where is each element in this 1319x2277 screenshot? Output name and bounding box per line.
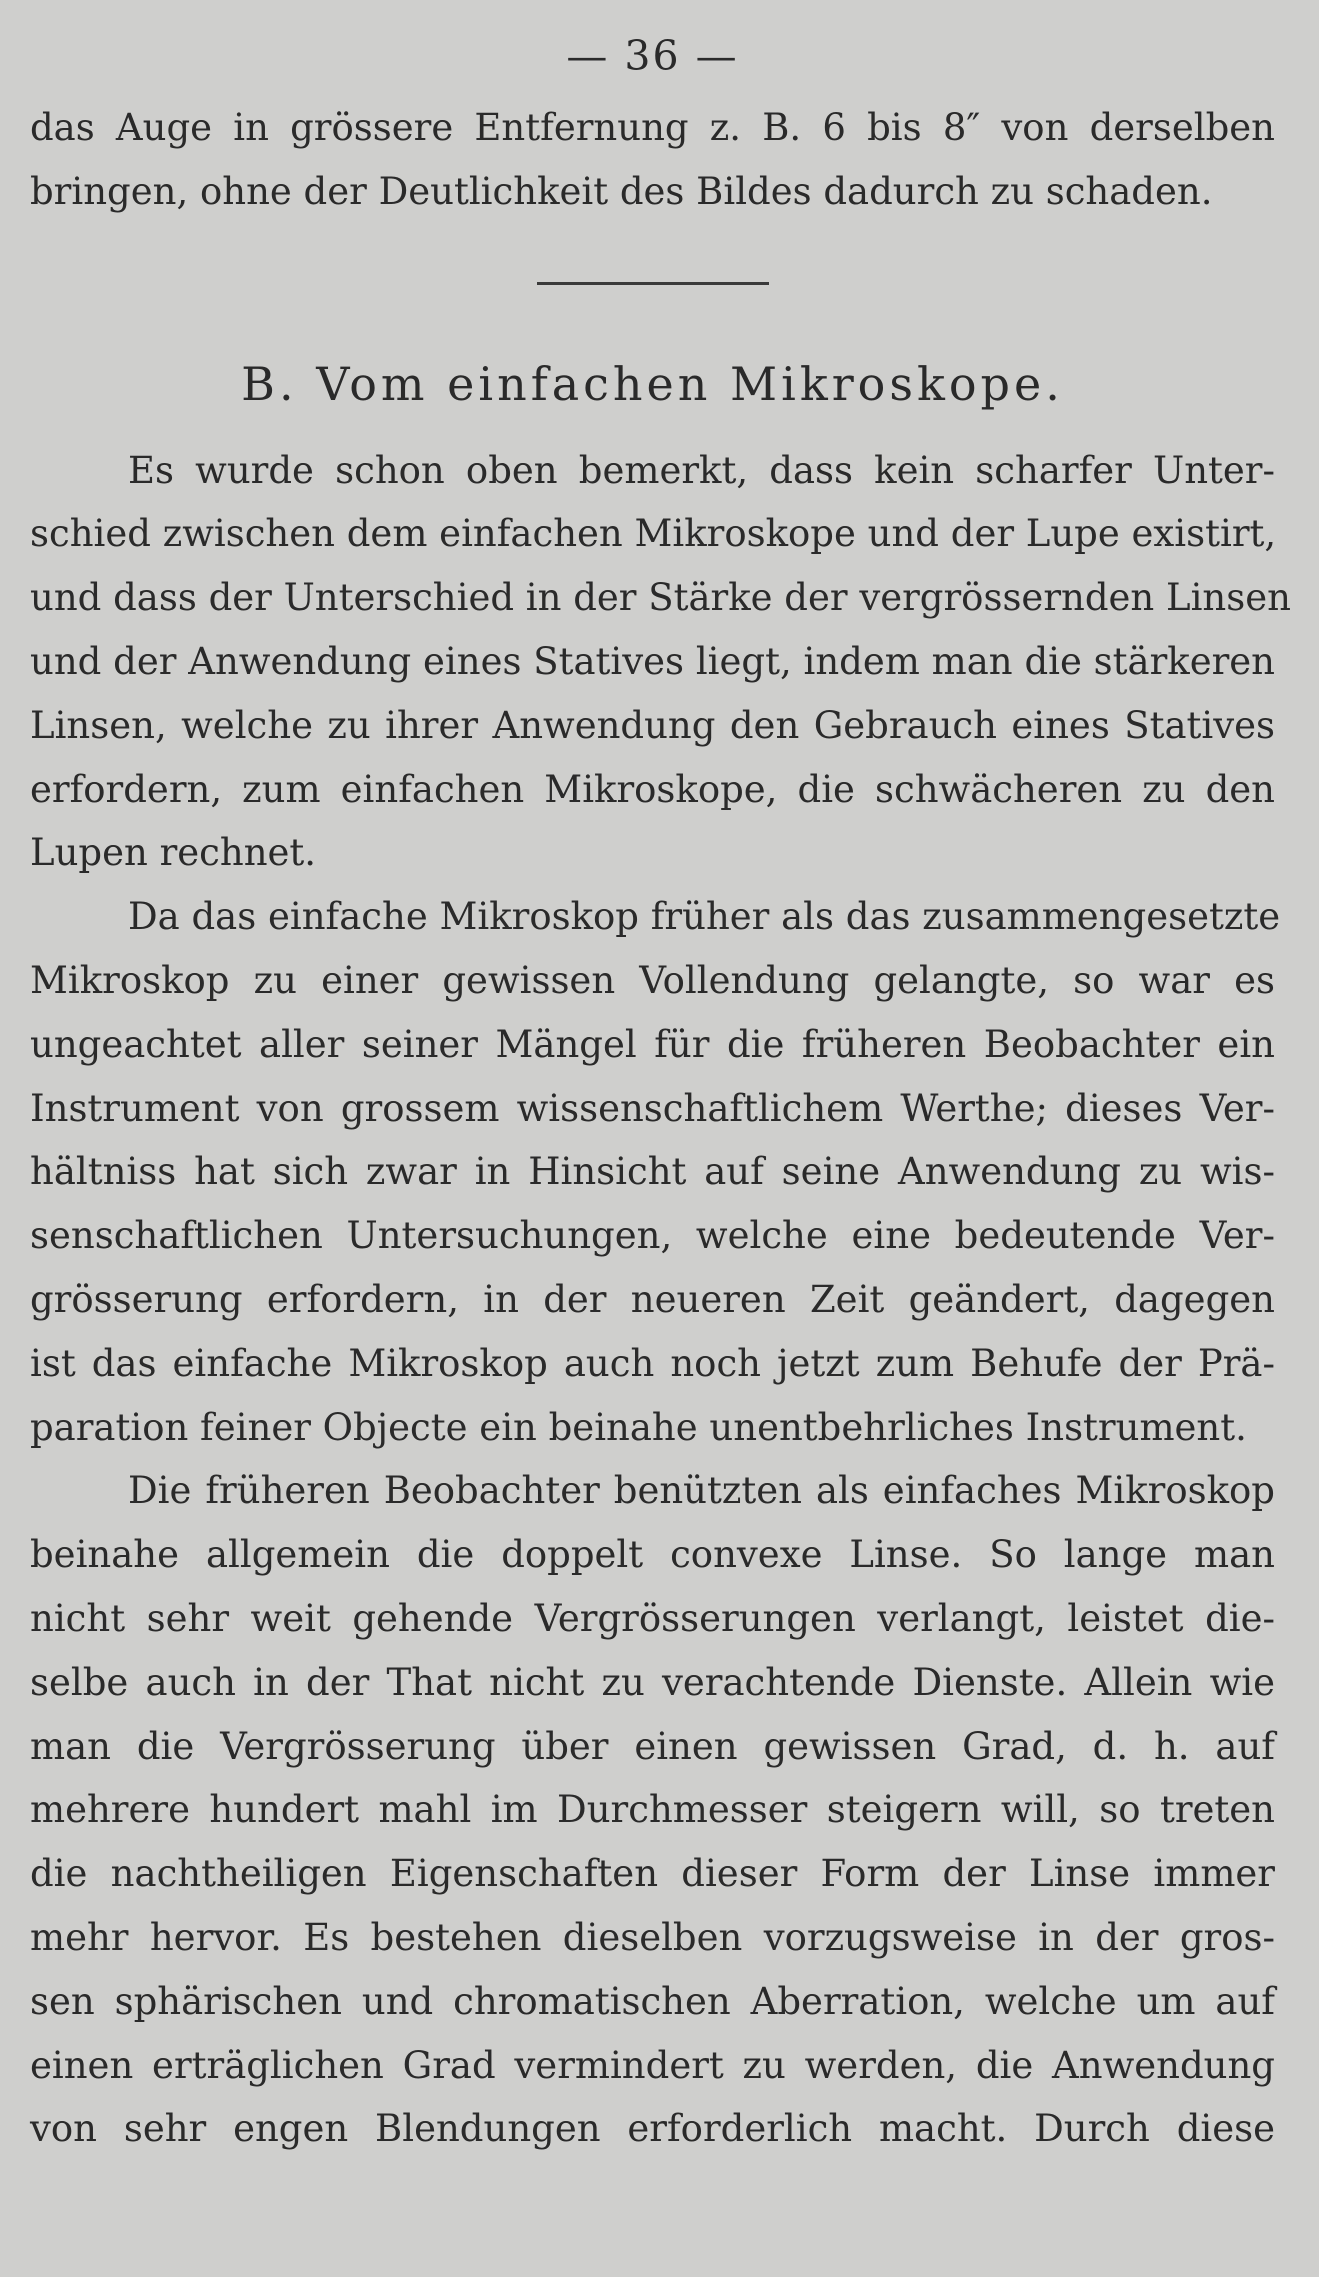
text-line: Instrument von grossem wissenschaftlichem Werthe; dieses Ver- — [30, 1086, 1275, 1130]
text-line: Lupen rechnet. — [30, 831, 317, 875]
text-line: mehr hervor. Es bestehen dieselben vorzugsweise in der gros- — [30, 1915, 1275, 1959]
text-line: Linsen, welche zu ihrer Anwendung den Gebrauch eines Statives — [30, 703, 1275, 747]
paragraph-3 — [30, 1459, 1275, 2161]
text-line: das Auge in grössere Entfernung z. B. 6 bis 8″ von derselben — [30, 106, 1275, 149]
text-line: grösserung erfordern, in der neueren Zeit geändert, dagegen — [30, 1277, 1275, 1321]
text-line: hältniss hat sich zwar in Hinsicht auf seine Anwendung zu wis- — [30, 1150, 1275, 1194]
text-line: Die früheren Beobachter benützten als einfaches Mikroskop — [128, 1469, 1275, 1513]
text-line: man die Vergrösserung über einen gewissen Grad, d. h. auf — [30, 1724, 1275, 1768]
continued-paragraph — [30, 96, 1275, 224]
text-line: einen erträglichen Grad vermindert zu werden, die Anwendung — [30, 2043, 1275, 2087]
text-line: paration feiner Objecte ein beinahe unentbehrliches Instrument. — [30, 1405, 1247, 1449]
text-line: nicht sehr weit gehende Vergrösserungen verlangt, leistet die- — [30, 1596, 1275, 1640]
paragraph-1 — [30, 439, 1291, 886]
text-line: sen sphärischen und chromatischen Aberration, welche um auf — [30, 1979, 1275, 2023]
section-heading: B. Vom einfachen Mikroskope. — [241, 356, 1064, 411]
paragraph-2 — [30, 885, 1281, 1459]
text-line: Mikroskop zu einer gewissen Vollendung gelangte, so war es — [30, 958, 1275, 1002]
text-line: selbe auch in der That nicht zu verachtende Dienste. Allein wie — [30, 1660, 1275, 1704]
text-line: ist das einfache Mikroskop auch noch jetzt zum Behufe der Prä- — [30, 1341, 1275, 1385]
text-line: beinahe allgemein die doppelt convexe Linse. So lange man — [30, 1533, 1275, 1577]
text-line: erfordern, zum einfachen Mikroskope, die schwächeren zu den — [30, 767, 1275, 811]
text-line: mehrere hundert mahl im Durchmesser steigern will, so treten — [30, 1788, 1275, 1832]
text-line: Da das einfache Mikroskop früher als das zusammengesetzte — [128, 895, 1281, 939]
page-number: — 36 — — [566, 32, 739, 80]
text-line: die nachtheiligen Eigenschaften dieser Form der Linse immer — [30, 1852, 1275, 1896]
text-line: ungeachtet aller seiner Mängel für die früheren Beobachter ein — [30, 1022, 1275, 1066]
section-divider — [537, 282, 769, 285]
text-line: Es wurde schon oben bemerkt, dass kein scharfer Unter- — [128, 448, 1275, 492]
text-line: schied zwischen dem einfachen Mikroskope und der Lupe existirt, — [30, 512, 1277, 556]
text-line: und dass der Unterschied in der Stärke der vergrössernden Linsen — [30, 576, 1291, 620]
text-line: von sehr engen Blendungen erforderlich macht. Durch diese — [30, 2107, 1275, 2151]
text-line: bringen, ohne der Deutlichkeit des Bildes dadurch zu schaden. — [30, 169, 1213, 213]
text-line: senschaftlichen Untersuchungen, welche eine bedeutende Ver- — [30, 1214, 1275, 1258]
text-line: und der Anwendung eines Statives liegt, indem man die stärkeren — [30, 639, 1275, 683]
